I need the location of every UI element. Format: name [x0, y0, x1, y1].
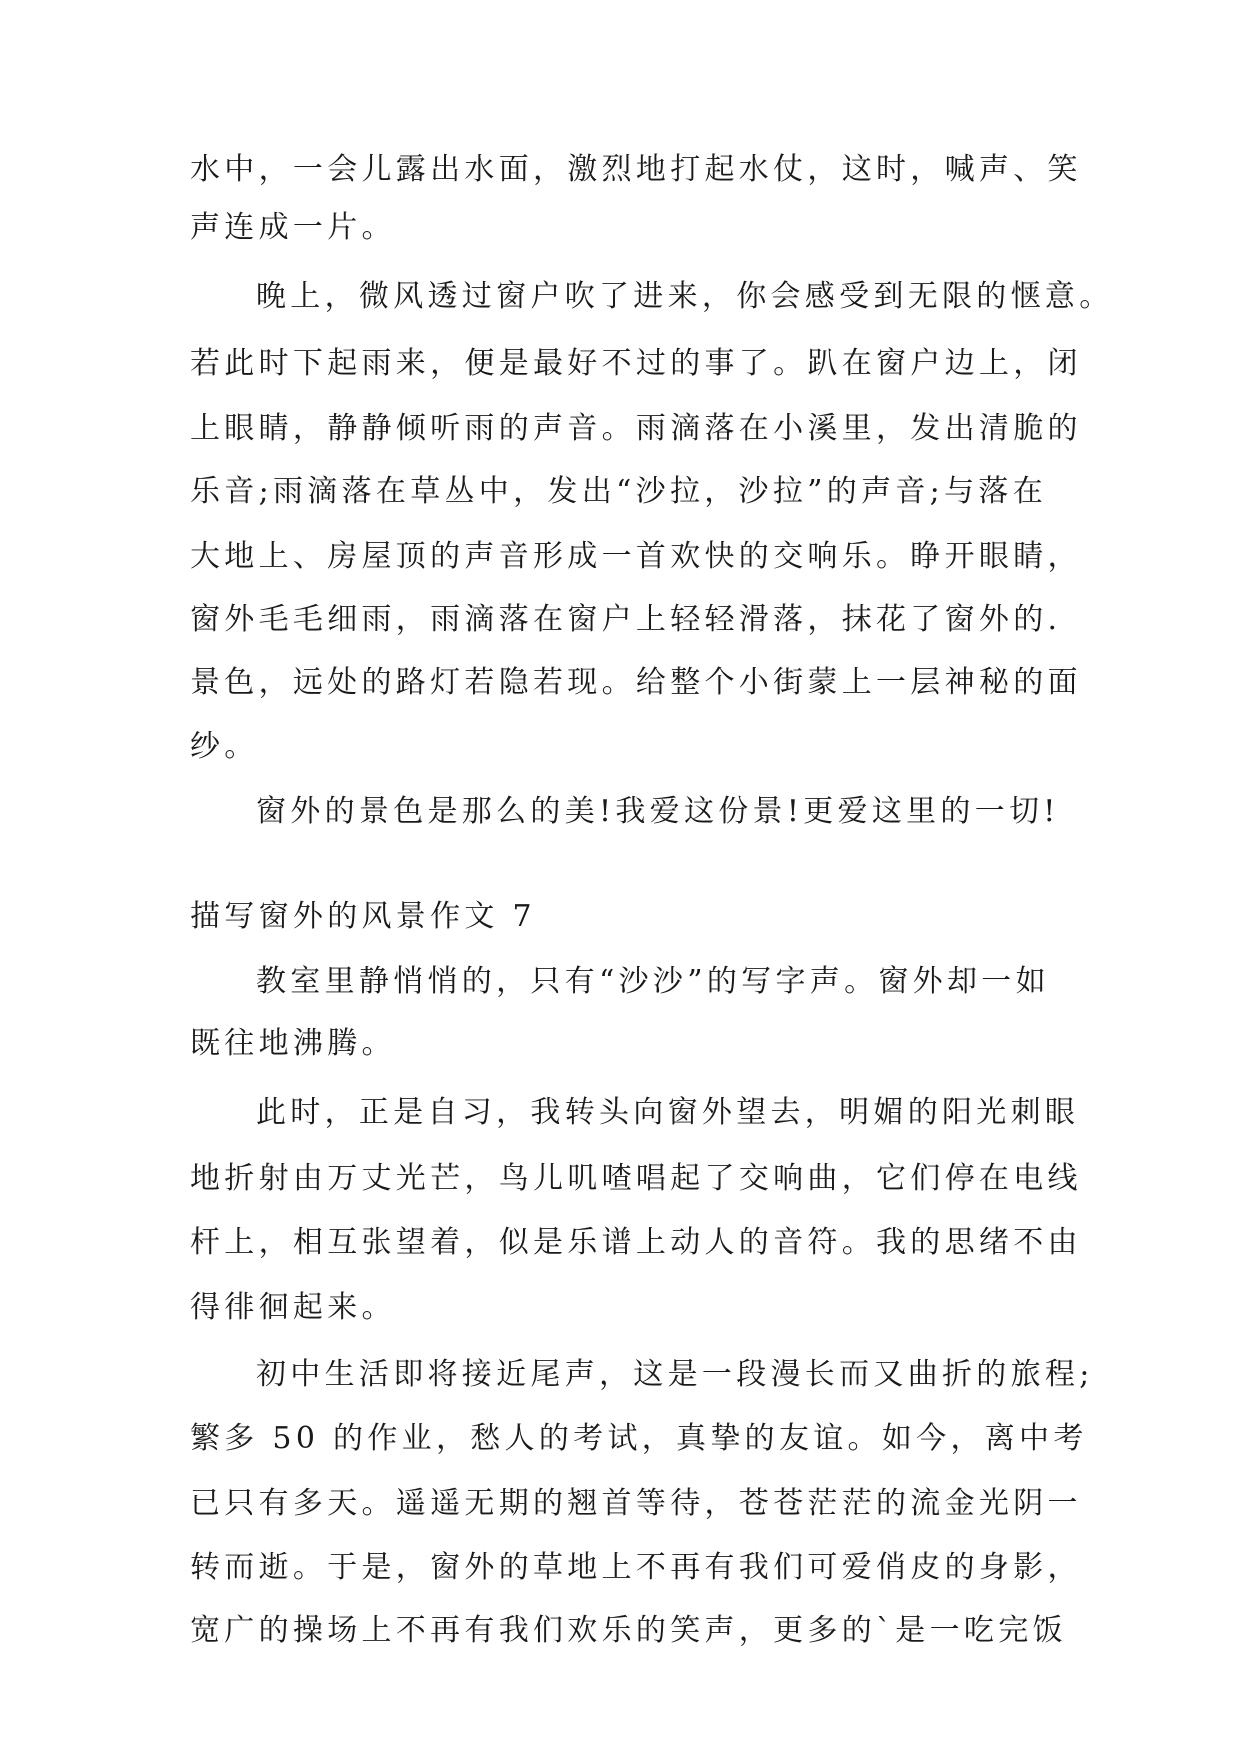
text-line: 宽广的操场上不再有我们欢乐的笑声，更多的`是一吃完饭 [190, 1613, 1067, 1648]
text-line: 乐音;雨滴落在草丛中，发出“沙拉，沙拉”的声音;与落在 [190, 474, 1047, 509]
text-line: 景色，远处的路灯若隐若现。给整个小街蒙上一层神秘的面 [190, 665, 1082, 700]
paragraph-start-line: 窗外的景色是那么的美!我爱这份景!更爱这里的一切! [256, 794, 1060, 829]
text-line: 若此时下起雨来，便是最好不过的事了。趴在窗户边上，闭 [190, 346, 1082, 381]
text-line: 声连成一片。 [190, 210, 396, 245]
paragraph-start-line: 晚上，微风透过窗户吹了进来，你会感受到无限的惬意。 [256, 279, 1114, 314]
text-line: 既往地沸腾。 [190, 1026, 396, 1061]
paragraph-start-line: 初中生活即将接近尾声，这是一段漫长而又曲折的旅程; [256, 1357, 1094, 1392]
text-line: 得徘徊起来。 [190, 1290, 396, 1325]
text-line: 水中，一会儿露出水面，激烈地打起水仗，这时，喊声、笑 [190, 152, 1082, 187]
text-line: 转而逝。于是，窗外的草地上不再有我们可爱俏皮的身影， [190, 1550, 1082, 1585]
paragraph-start-line: 此时，正是自习，我转头向窗外望去，明媚的阳光刺眼 [256, 1095, 1080, 1130]
text-line: 窗外毛毛细雨，雨滴落在窗户上轻轻滑落，抹花了窗外的. [190, 602, 1062, 637]
text-line: 地折射由万丈光芒，鸟儿叽喳唱起了交响曲，它们停在电线 [190, 1161, 1082, 1196]
text-line: 上眼睛，静静倾听雨的声音。雨滴落在小溪里，发出清脆的 [190, 411, 1082, 446]
text-line: 纱。 [190, 729, 259, 764]
text-line: 繁多 50 的作业，愁人的考试，真挚的友谊。如今，离中考 [190, 1421, 1088, 1456]
text-line: 大地上、房屋顶的声音形成一首欢快的交响乐。睁开眼睛， [190, 539, 1082, 574]
section-heading: 描写窗外的风景作文 7 [190, 899, 536, 934]
text-line: 杆上，相互张望着，似是乐谱上动人的音符。我的思绪不由 [190, 1225, 1082, 1260]
paragraph-start-line: 教室里静悄悄的，只有“沙沙”的写字声。窗外却一如 [256, 964, 1050, 999]
text-line: 已只有多天。遥遥无期的翘首等待，苍苍茫茫的流金光阴一 [190, 1486, 1082, 1521]
